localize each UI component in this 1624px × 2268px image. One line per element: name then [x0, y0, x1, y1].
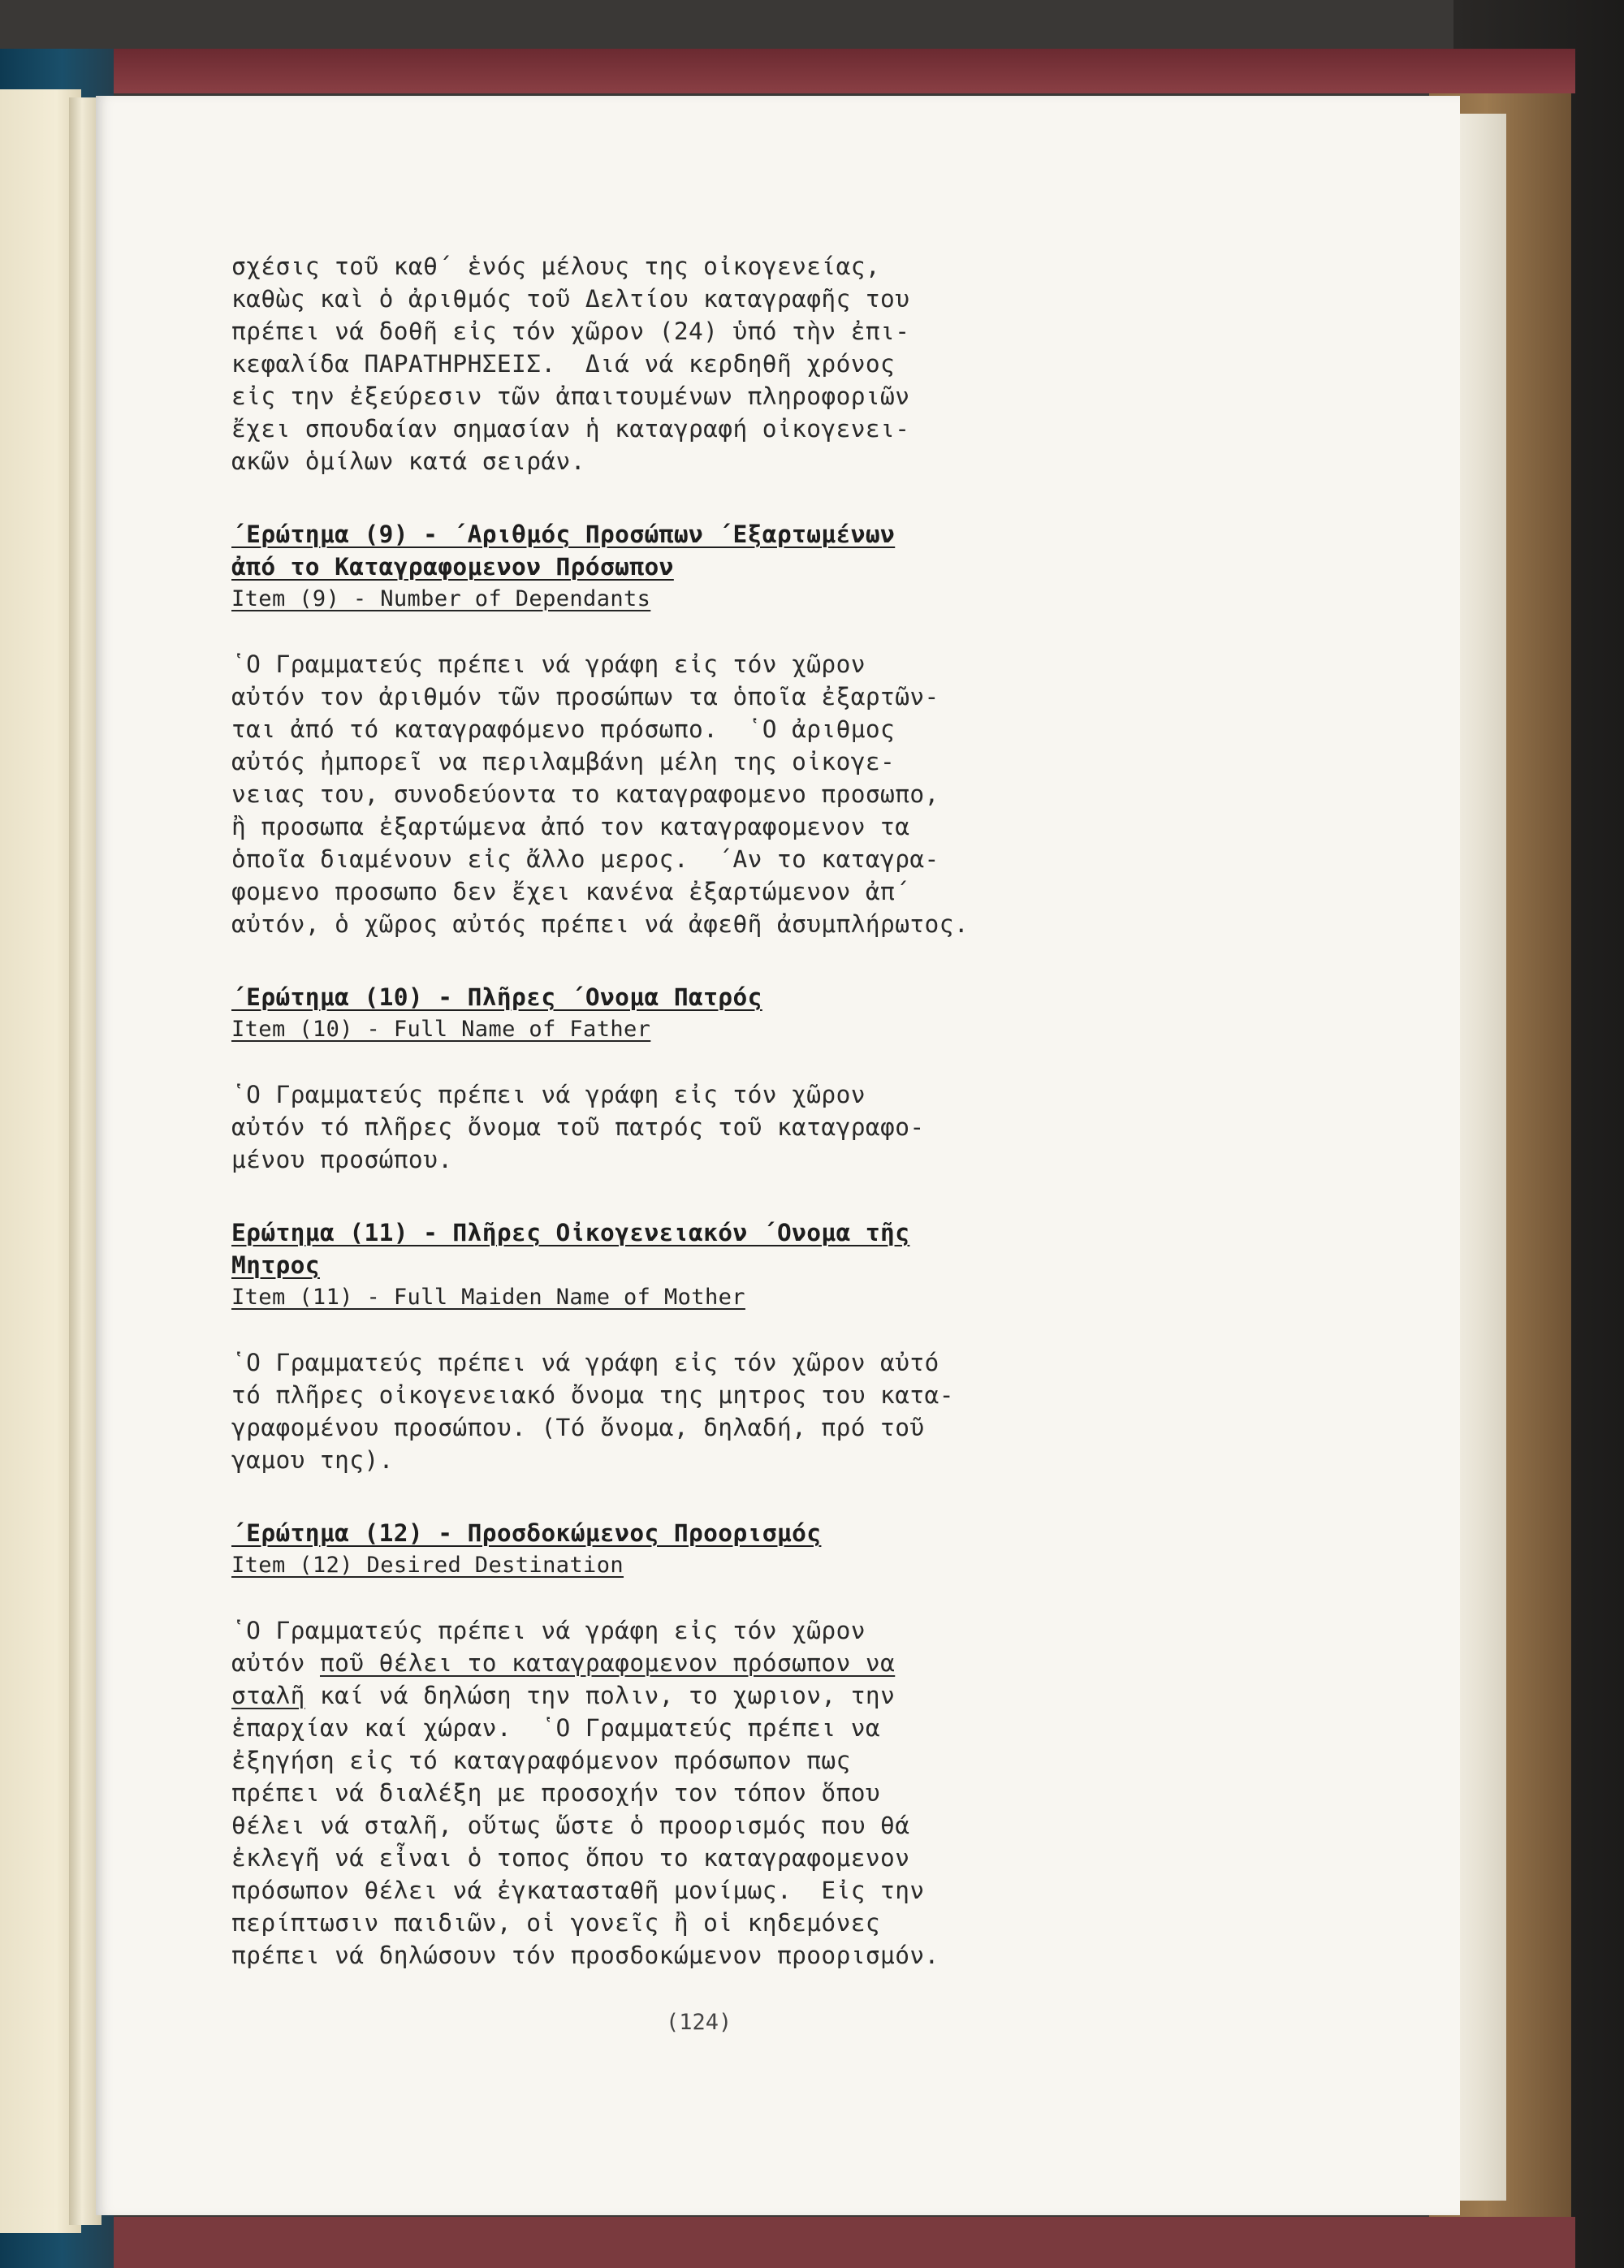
- text-line: φομενο προσωπο δεν ἔχει κανένα ἐξαρτώμενον ἀπ΄: [231, 878, 910, 905]
- section-item-12: [231, 1517, 1311, 1972]
- text-line: εἰς την ἐξεύρεσιν τῶν ἀπαιτουμένων πληροφοριῶν: [231, 382, 910, 410]
- text-line: σχέσις τοῦ καθ΄ ἑνός μέλους της οἰκογενείας,: [231, 253, 881, 280]
- text-line: ῾Ο Γραμματεύς πρέπει νά γράφη εἰς τόν χῶρον αὐτό: [231, 1349, 939, 1376]
- text-line: αὐτόν τό πλῆρες ὄνομα τοῦ πατρός τοῦ καταγραφο-: [231, 1113, 925, 1141]
- text-line: ἐκλεγῆ νά εἶναι ὁ τοπος ὅπου το καταγραφομενον: [231, 1844, 910, 1872]
- text-line: ὁποῖα διαμένουν εἰς ἄλλο μερος. ΄Αν το καταγρα-: [231, 845, 939, 873]
- text-line: μένου προσώπου.: [231, 1146, 453, 1173]
- text-line: ῾Ο Γραμματεύς πρέπει νά γράφη εἰς τόν χῶρον: [231, 1081, 866, 1108]
- section-heading: ἀπό το Καταγραφομενον Πρόσωπον: [231, 553, 674, 581]
- page-text: [231, 250, 1311, 1972]
- text-line: ἔχει σπουδαίαν σημασίαν ἡ καταγραφή οἰκογενει-: [231, 415, 910, 443]
- text-line: ἢ προσωπα ἐξαρτώμενα ἀπό τον καταγραφομενον τα: [231, 813, 910, 840]
- book-binding-bottom: [114, 2217, 1575, 2268]
- text-line: ται ἀπό τό καταγραφόμενο πρόσωπο. ῾Ο ἀριθμος: [231, 715, 896, 743]
- text-line: ῾Ο Γραμματεύς πρέπει νά γράφη εἰς τόν χῶρον: [231, 650, 866, 678]
- underlined-text: σταλῆ: [231, 1682, 305, 1709]
- text-line: ῾Ο Γραμματεύς πρέπει νά γράφη εἰς τόν χῶρον: [231, 1617, 866, 1644]
- text-line: ἐπαρχίαν καί χώραν. ῾Ο Γραμματεύς πρέπει να: [231, 1714, 881, 1742]
- section-english-title: Item (10) - Full Name of Father: [231, 1017, 651, 1042]
- page-number: (124): [666, 2010, 732, 2035]
- text-line: γαμου της).: [231, 1446, 394, 1474]
- text-segment: αὐτόν: [231, 1649, 320, 1677]
- text-line: ἐξηγήση εἰς τό καταγραφόμενον πρόσωπον πως: [231, 1747, 851, 1774]
- text-line: πρέπει νά δοθῆ εἰς τόν χῶρον (24) ὑπό τὴν ἐπι-: [231, 318, 910, 345]
- text-line: περίπτωσιν παιδιῶν, οἱ γονεῖς ἢ οἱ κηδεμόνες: [231, 1909, 881, 1937]
- text-line: θέλει νά σταλῆ, οὕτως ὥστε ὁ προορισμός που θά: [231, 1812, 910, 1839]
- section-heading: ΄Ερώτημα (12) - Προσδοκώμενος Προορισμός: [231, 1519, 822, 1547]
- text-line: πρόσωπον θέλει νά ἐγκατασταθῆ μονίμως. Εἰς την: [231, 1877, 925, 1904]
- text-line: πρέπει νά δηλώσουν τόν προσδοκώμενον προορισμόν.: [231, 1942, 939, 1969]
- section-heading: Μητρος: [231, 1251, 320, 1279]
- text-line: πρέπει νά διαλέξη με προσοχήν τον τόπον ὅπου: [231, 1779, 881, 1807]
- section-heading: Ερώτημα (11) - Πλῆρες Οἰκογενειακόν ΄Ονομα τῆς: [231, 1219, 910, 1246]
- text-line: τό πλῆρες οἰκογενειακό ὄνομα της μητρος του κατα-: [231, 1381, 954, 1409]
- text-line: γραφομένου προσώπου. (Τό ὄνομα, δηλαδή, πρό τοῦ: [231, 1414, 925, 1441]
- text-line: κεφαλίδα ΠΑΡΑΤΗΡΗΣΕΙΣ. Διά νά κερδηθῆ χρόνος: [231, 350, 896, 378]
- text-line: νειας του, συνοδεύοντα το καταγραφομενο προσωπο,: [231, 780, 939, 808]
- section-english-title: Item (9) - Number of Dependants: [231, 586, 651, 611]
- book-binding-top: [114, 49, 1575, 93]
- text-line: [231, 1679, 1311, 1712]
- underlined-text: ποῦ θέλει το καταγραφομενον πρόσωπον να: [319, 1649, 896, 1677]
- text-line: αὐτός ἠμπορεῖ να περιλαμβάνη μέλη της οἰκογε-: [231, 748, 896, 775]
- section-english-title: Item (11) - Full Maiden Name of Mother: [231, 1285, 745, 1310]
- intro-paragraph: [231, 250, 1311, 477]
- text-line: αὐτόν τον ἀριθμόν τῶν προσώπων τα ὁποῖα ἐξαρτῶν-: [231, 683, 939, 711]
- section-heading: ΄Ερώτημα (9) - ΄Αριθμός Προσώπων ΄Εξαρτωμένων: [231, 521, 896, 548]
- section-item-9: [231, 518, 1311, 940]
- section-english-title: Item (12) Desired Destination: [231, 1553, 624, 1578]
- text-line: ακῶν ὁμίλων κατά σειράν.: [231, 447, 585, 475]
- text-line: [231, 1647, 1311, 1679]
- text-line: καθὼς καὶ ὁ ἀριθμός τοῦ Δελτίου καταγραφῆς του: [231, 285, 910, 313]
- section-heading: ΄Ερώτημα (10) - Πλῆρες ΄Ονομα Πατρός: [231, 983, 762, 1011]
- section-item-11: [231, 1216, 1311, 1476]
- text-segment: καί νά δηλώση την πολιν, το χωριον, την: [304, 1682, 896, 1709]
- section-item-10: [231, 981, 1311, 1176]
- text-line: αὐτόν, ὁ χῶρος αὐτός πρέπει νά ἀφεθῆ ἀσυμπλήρωτος.: [231, 910, 970, 938]
